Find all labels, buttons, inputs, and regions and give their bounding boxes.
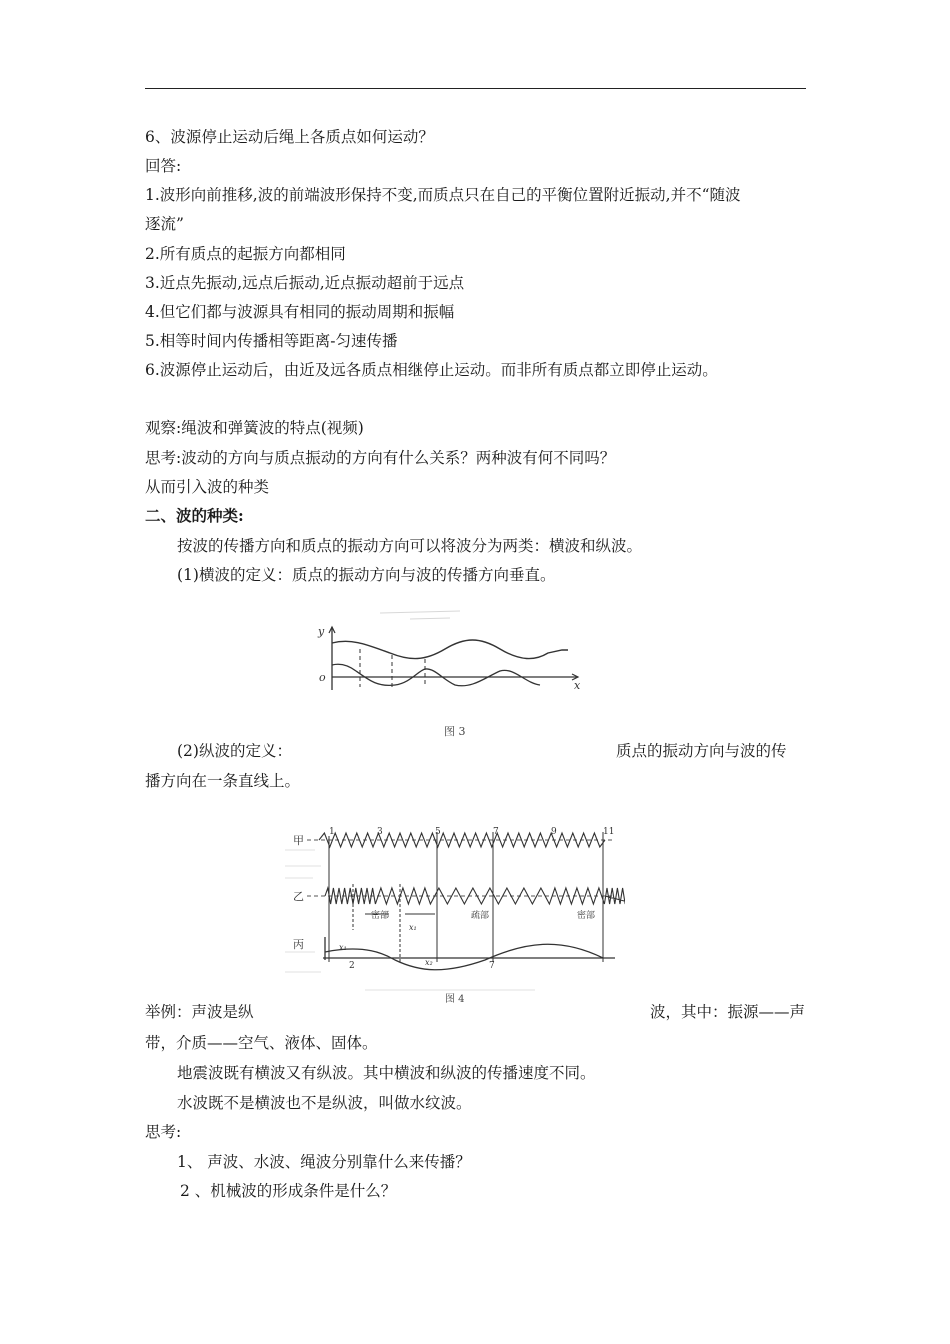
lead-line: 从而引入波的种类 [145, 478, 270, 496]
tick-9: 9 [551, 827, 557, 837]
think-label: 思考: [145, 1123, 182, 1141]
answer-3: 3.近点先振动,远点后振动,近点振动超前于远点 [145, 274, 465, 292]
transverse-definition: (1)横波的定义：质点的振动方向与波的传播方向垂直。 [177, 566, 556, 584]
longitudinal-definition-right: 质点的振动方向与波的传 [616, 742, 787, 760]
figure-4-caption: 图 4 [445, 994, 465, 1005]
bottom-tick-2: 2 [349, 961, 355, 971]
example-right: 波，其中：振源——声 [650, 1003, 806, 1021]
question-a: 1、 声波、水波、绳波分别靠什么来传播？ [177, 1153, 471, 1171]
tick-3: 3 [377, 827, 383, 837]
answer-5: 5.相等时间内传播相等距离-匀速传播 [145, 332, 398, 350]
classify-line: 按波的传播方向和质点的振动方向可以将波分为两类：横波和纵波。 [177, 537, 643, 555]
bottom-tick-7: 7 [489, 961, 495, 971]
answer-label: 回答: [145, 157, 182, 175]
origin-label: o [319, 671, 326, 684]
x1-label-top: x₁ [409, 923, 417, 932]
example-cont: 带，介质——空气、液体、固体。 [145, 1034, 378, 1052]
row-label-jia: 甲 [293, 834, 304, 847]
displacement-curve [325, 944, 603, 970]
figure-3-transverse-wave [300, 605, 600, 740]
observe-line: 观察:绳波和弹簧波的特点(视频) [145, 419, 364, 437]
row-label-bing: 丙 [293, 938, 304, 951]
answer-1: 1.波形向前推移,波的前端波形保持不变,而质点只在自己的平衡位置附近振动,并不“随波 [145, 186, 741, 204]
sparse-label: 疏部 [471, 911, 490, 921]
x-label: x [574, 679, 581, 692]
earthquake-line: 地震波既有横波又有纵波。其中横波和纵波的传播速度不同。 [177, 1064, 596, 1082]
figure-3-caption: 图 3 [444, 725, 466, 738]
longitudinal-definition-cont: 播方向在一条直线上。 [145, 772, 301, 790]
tick-5: 5 [435, 827, 441, 837]
section-heading: 二、波的种类: [145, 506, 244, 525]
tick-7: 7 [493, 827, 499, 837]
dense-label-2: 密部 [577, 911, 596, 921]
longitudinal-definition-left: (2)纵波的定义： [177, 742, 292, 760]
water-wave-line: 水波既不是横波也不是纵波，叫做水纹波。 [177, 1094, 472, 1112]
answer-4: 4.但它们都与波源具有相同的振动周期和振幅 [145, 303, 455, 321]
example-left: 举例：声波是纵 [145, 1003, 254, 1021]
think-line: 思考:波动的方向与质点振动的方向有什么关系？两种波有何不同吗？ [145, 449, 616, 467]
answer-1-cont: 逐流” [145, 215, 184, 233]
dense-label-1: 密部 [371, 911, 390, 921]
answer-2: 2.所有质点的起振方向都相同 [145, 245, 346, 263]
upper-wave [332, 640, 568, 659]
x1-label-bottom: x₁ [339, 943, 347, 952]
y-label: y [318, 625, 325, 638]
row-label-yi: 乙 [293, 890, 304, 903]
answer-6: 6.波源停止运动后，由近及远各质点相继停止运动。而非所有质点都立即停止运动。 [145, 361, 718, 379]
question-b: 2 、机械波的形成条件是什么？ [180, 1182, 397, 1200]
figure-4-longitudinal-wave [285, 822, 625, 1007]
tick-11: 11 [603, 827, 615, 837]
x2-label: x₂ [425, 958, 433, 967]
header-rule [145, 88, 806, 89]
tick-1: 1 [329, 827, 335, 837]
lower-wave [332, 664, 540, 686]
question-6: 6、波源停止运动后绳上各质点如何运动？ [145, 128, 434, 146]
